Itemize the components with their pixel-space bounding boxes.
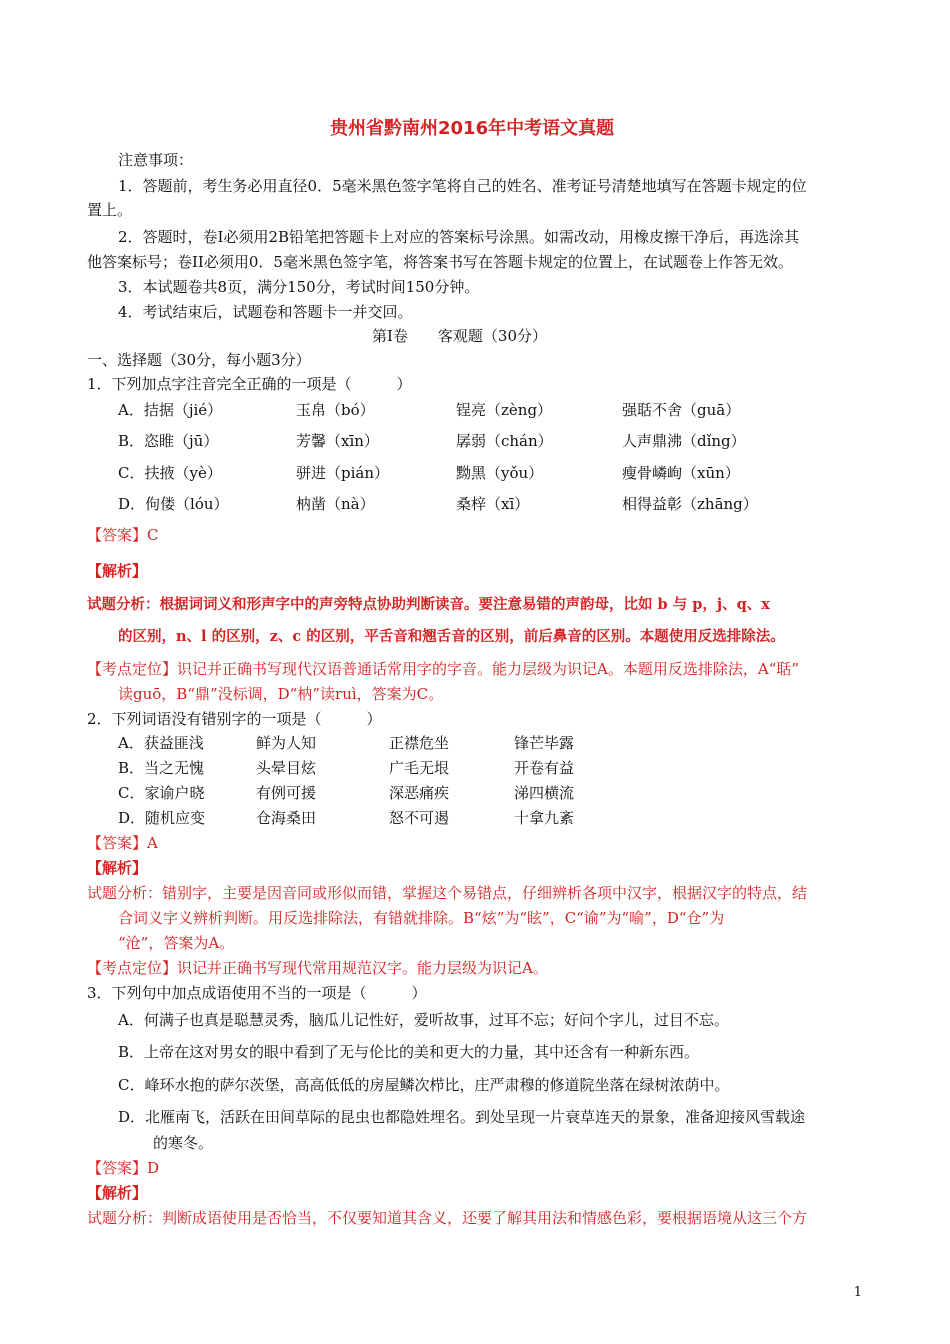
q1-option-d-1: D．佝偻（lóu）: [118, 495, 229, 513]
q1-option-a-3: 锃亮（zèng）: [456, 401, 553, 419]
q1-point-line-2: 读guō，B“鼎”没标调，D“枘”读ruì，答案为C。: [118, 685, 444, 703]
section-header: 第Ⅰ卷 客观题（30分）: [372, 327, 548, 345]
q2-analysis-label: 【解析】: [87, 859, 148, 877]
notice-item-4: 4．考试结束后，试题卷和答题卡一并交回。: [118, 303, 413, 321]
q1-stem: 1．下列加点字注音完全正确的一项是（ ）: [87, 375, 412, 393]
q2-option-a-4: 锋芒毕露: [514, 734, 575, 752]
q1-option-c-2: 骈进（pián）: [296, 464, 390, 482]
q2-analysis-line-1: 试题分析：错别字，主要是因音同或形似而错，掌握这个易错点，仔细辨析各项中汉字，根据汉字的特点，结: [87, 884, 808, 902]
notice-item-1a: 1．答题前，考生务必用直径0．5毫米黑色签字笔将自己的姓名、准考证号清楚地填写在答题卡规定的位: [118, 177, 807, 195]
q2-analysis-line-2: 合词义字义辨析判断。用反选排除法，有错就排除。B“炫”为“眩”，C“谕”为“喻”，D“仓”为: [118, 909, 725, 927]
q3-option-d-line-2: 的寒冬。: [153, 1134, 214, 1152]
q3-option-d: D．北雁南飞，活跃在田间草际的昆虫也都隐姓埋名。到处呈现一片衰草连天的景象，准备迎接风雪载途: [118, 1108, 806, 1126]
q2-option-c-4: 涕四横流: [514, 784, 575, 802]
q2-option-a-3: 正襟危坐: [389, 734, 450, 752]
q3-analysis-line-1: 试题分析：判断成语使用是否恰当，不仅要知道其含义，还要了解其用法和情感色彩，要根据语境从这三个方: [87, 1209, 808, 1227]
notice-item-1b: 置上。: [87, 201, 133, 219]
q3-answer: 【答案】D: [87, 1159, 160, 1177]
notice-item-2b: 他答案标号；卷II必须用0．5毫米黑色签字笔，将答案书写在答题卡规定的位置上，在试题卷上作答无效。: [87, 253, 793, 271]
q2-option-a-2: 鲜为人知: [256, 734, 317, 752]
q1-analysis-line-1: 试题分析：根据词词义和形声字中的声旁特点协助判断读音。要注意易错的声韵母，比如 b 与 p，j、q、x: [87, 596, 770, 613]
q2-option-d-4: 十拿九紊: [514, 809, 575, 827]
q2-option-b-2: 头晕目炫: [256, 759, 317, 777]
q2-option-b-1: B．当之无愧: [118, 759, 205, 777]
q2-option-c-3: 深恶痛疾: [389, 784, 450, 802]
q1-option-c-3: 黝黑（yǒu）: [456, 464, 544, 482]
q3-option-a: A．何满子也真是聪慧灵秀，脑瓜儿记性好，爱听故事，过耳不忘；好问个字儿，过目不忘。: [118, 1011, 729, 1029]
q1-option-a-1: A．拮据（jié）: [118, 401, 223, 419]
q3-option-b: B．上帝在这对男女的眼中看到了无与伦比的美和更大的力量，其中还含有一种新东西。: [118, 1043, 700, 1061]
q2-option-d-1: D．随机应变: [118, 809, 206, 827]
q1-option-a-4: 强聒不舍（guā）: [622, 401, 741, 419]
q1-option-d-4: 相得益彰（zhāng）: [622, 495, 758, 513]
q1-answer: 【答案】C: [87, 526, 159, 544]
q2-analysis-line-3: “沧”，答案为A。: [118, 934, 235, 952]
q1-option-b-4: 人声鼎沸（dǐng）: [622, 432, 746, 450]
page-title: 贵州省黔南州2016年中考语文真题: [330, 118, 615, 139]
q1-option-b-2: 芳馨（xīn）: [296, 432, 379, 450]
q1-option-a-2: 玉帛（bó）: [296, 401, 375, 419]
q2-option-b-3: 广毛无垠: [389, 759, 450, 777]
q1-analysis-label: 【解析】: [87, 562, 148, 580]
q2-point: 【考点定位】识记并正确书写现代常用规范汉字。能力层级为识记A。: [87, 959, 548, 977]
q1-option-b-3: 孱弱（chán）: [456, 432, 553, 450]
q3-stem: 3．下列句中加点成语使用不当的一项是（ ）: [87, 984, 427, 1002]
q2-stem: 2．下列词语没有错别字的一项是（ ）: [87, 710, 382, 728]
q1-analysis-line-2: 的区别，n、l 的区别，z、c 的区别，平舌音和翘舌音的区别，前后鼻音的区别。本题使用反选排除法。: [118, 628, 785, 645]
q2-option-c-1: C．家谕户晓: [118, 784, 205, 802]
q1-option-b-1: B．恣睢（jū）: [118, 432, 219, 450]
q2-option-d-3: 怒不可遏: [389, 809, 450, 827]
q3-option-c: C．峰环水抱的萨尔茨堡，高高低低的房屋鳞次栉比，庄严肃穆的修道院坐落在绿树浓荫中。: [118, 1076, 730, 1094]
q1-option-d-2: 枘凿（nà）: [296, 495, 375, 513]
q2-option-a-1: A．获益匪浅: [118, 734, 204, 752]
notice-item-2a: 2．答题时，卷Ⅰ必须用2B铅笔把答题卡上对应的答案标号涂黑。如需改动，用橡皮擦干净后，再选涂其: [118, 228, 800, 246]
q3-analysis-label: 【解析】: [87, 1184, 148, 1202]
q1-option-c-1: C．扶掖（yè）: [118, 464, 222, 482]
notice-item-3: 3．本试题卷共8页，满分150分，考试时间150分钟。: [118, 278, 480, 296]
q2-option-d-2: 仓海桑田: [256, 809, 317, 827]
q1-point: 【考点定位】识记并正确书写现代汉语普通话常用字的字音。能力层级为识记A。本题用反选排除法，A“聒”: [87, 660, 800, 678]
notice-heading: 注意事项：: [118, 151, 194, 169]
q2-option-c-2: 有例可援: [256, 784, 317, 802]
q1-option-c-4: 瘦骨嶙峋（xūn）: [622, 464, 740, 482]
q1-option-d-3: 桑梓（xī）: [456, 495, 530, 513]
page-number: 1: [853, 1285, 862, 1300]
q2-option-b-4: 开卷有益: [514, 759, 575, 777]
q2-answer: 【答案】A: [87, 834, 158, 852]
part1-heading: 一、选择题（30分，每小题3分）: [87, 351, 311, 369]
